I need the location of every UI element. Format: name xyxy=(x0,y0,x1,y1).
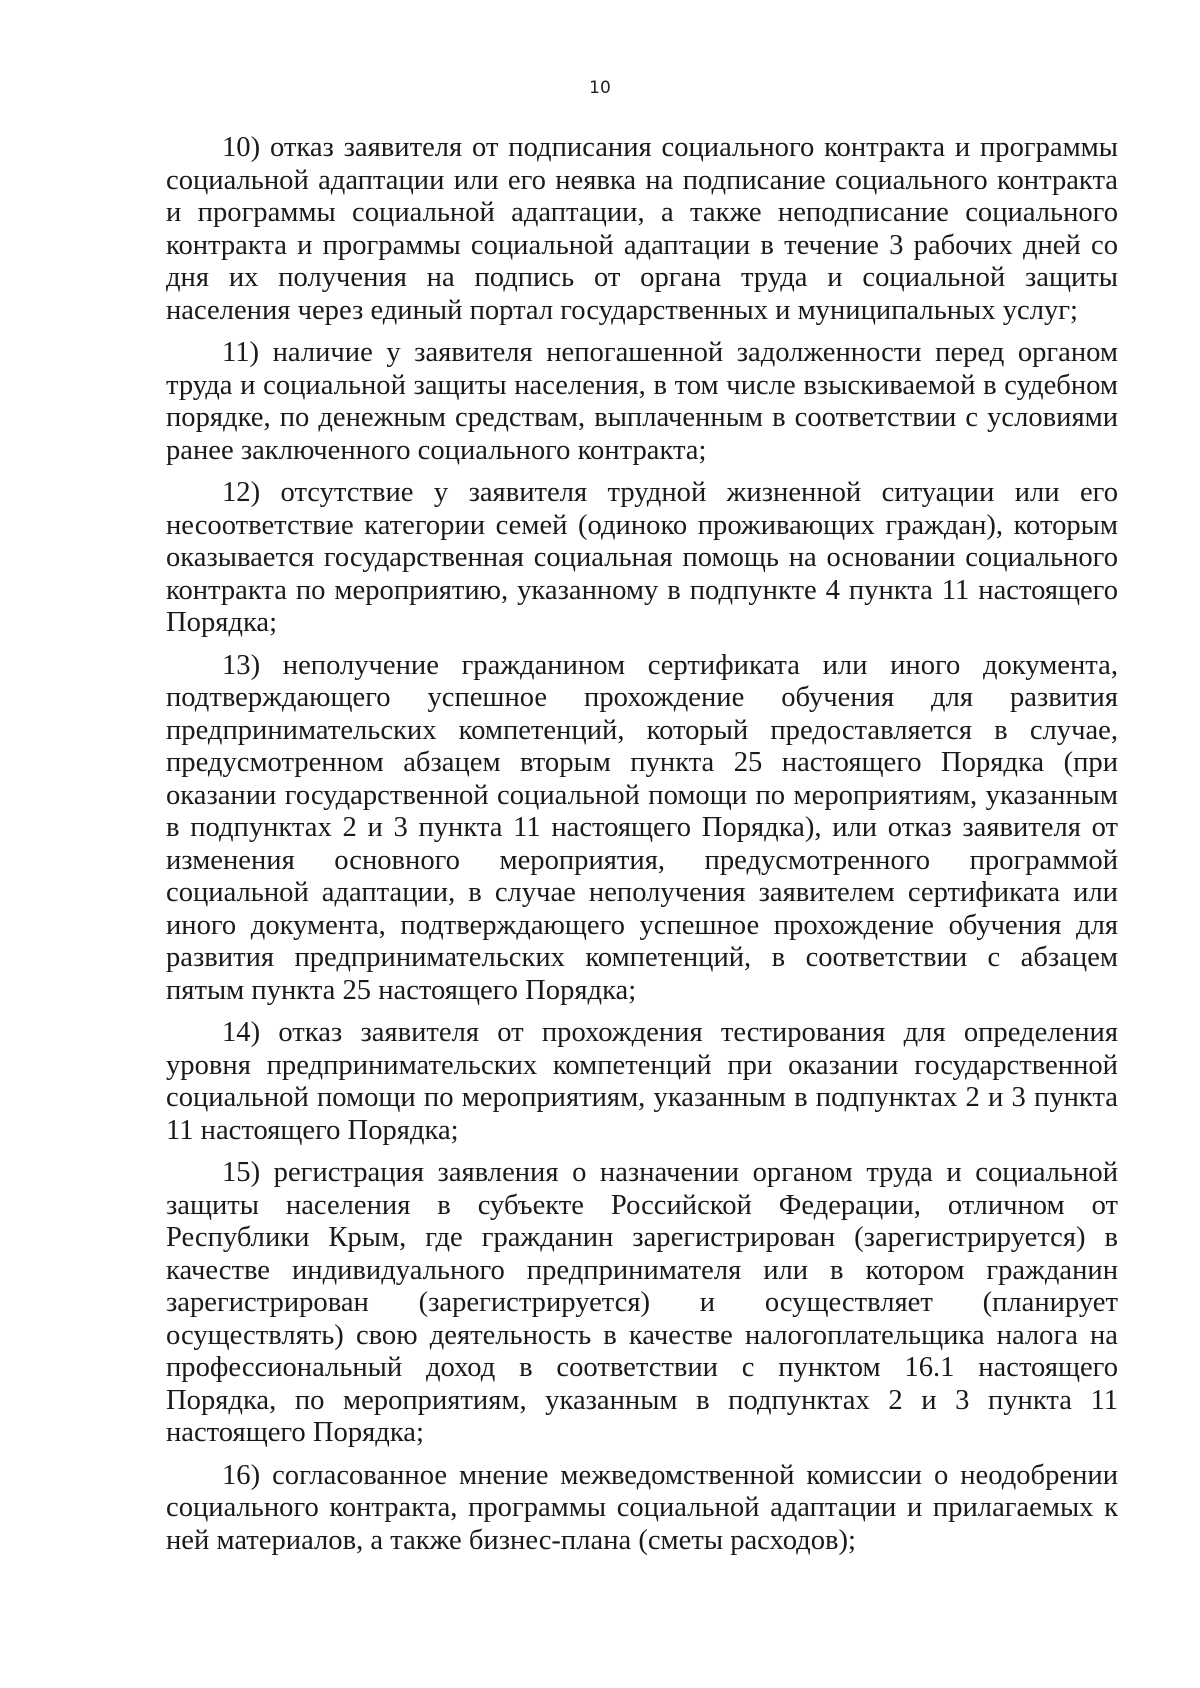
paragraph-item-14: 14) отказ заявителя от прохождения тестирования для определения уровня предпринимательских компетенций при оказании государственной социальной помощи по мероприятиям, указанным в подпунктах 2 и 3 пункта 11 настоящего Порядка; xyxy=(166,1017,1118,1146)
paragraph-item-13: 13) неполучение гражданином сертификата или иного документа, подтверждающего успешное прохождение обучения для развития предпринимательских компетенций, который предоставляется в случае, предусмотренном абзацем вторым пункта 25 настоящего Порядка (при оказании государственной социальной помощи по мероприятиям, указанным в подпунктах 2 и 3 пункта 11 настоящего Порядка), или отказ заявителя от изменения основного мероприятия, предусмотренного программой социальной адаптации, в случае неполучения заявителем сертификата или иного документа, подтверждающего успешное прохождение обучения для развития предпринимательских компетенций, в соответствии с абзацем пятым пункта 25 настоящего Порядка; xyxy=(166,649,1118,1006)
page-number: 10 xyxy=(589,78,611,98)
paragraph-item-11: 11) наличие у заявителя непогашенной задолженности перед органом труда и социальной защиты населения, в том числе взыскиваемой в судебном порядке, по денежным средствам, выплаченным в соответствии с условиями ранее заключенного социального контракта; xyxy=(166,337,1118,466)
paragraph-item-12: 12) отсутствие у заявителя трудной жизненной ситуации или его несоответствие категории семей (одиноко проживающих граждан), которым оказывается государственная социальная помощь на основании социального контракта по мероприятию, указанному в подпункте 4 пункта 11 настоящего Порядка; xyxy=(166,477,1118,638)
paragraph-item-10: 10) отказ заявителя от подписания социального контракта и программы социальной адаптации или его неявка на подписание социального контракта и программы социальной адаптации, а также неподписание социального контракта и программы социальной адаптации в течение 3 рабочих дней со дня их получения на подпись от органа труда и социальной защиты населения через единый портал государственных и муниципальных услуг; xyxy=(166,132,1118,326)
paragraph-item-15: 15) регистрация заявления о назначении органом труда и социальной защиты населения в субъекте Российской Федерации, отличном от Республики Крым, где гражданин зарегистрирован (зарегистрируется) в качестве индивидуального предпринимателя или в котором гражданин зарегистрирован (зарегистрируется) и осуществляет (планирует осуществлять) свою деятельность в качестве налогоплательщика налога на профессиональный доход в соответствии с пунктом 16.1 настоящего Порядка, по мероприятиям, указанным в подпунктах 2 и 3 пункта 11 настоящего Порядка; xyxy=(166,1157,1118,1448)
paragraph-item-16: 16) согласованное мнение межведомственной комиссии о неодобрении социального контракта, программы социальной адаптации и прилагаемых к ней материалов, а также бизнес-плана (сметы расходов); xyxy=(166,1459,1118,1556)
document-body xyxy=(166,132,1118,1567)
